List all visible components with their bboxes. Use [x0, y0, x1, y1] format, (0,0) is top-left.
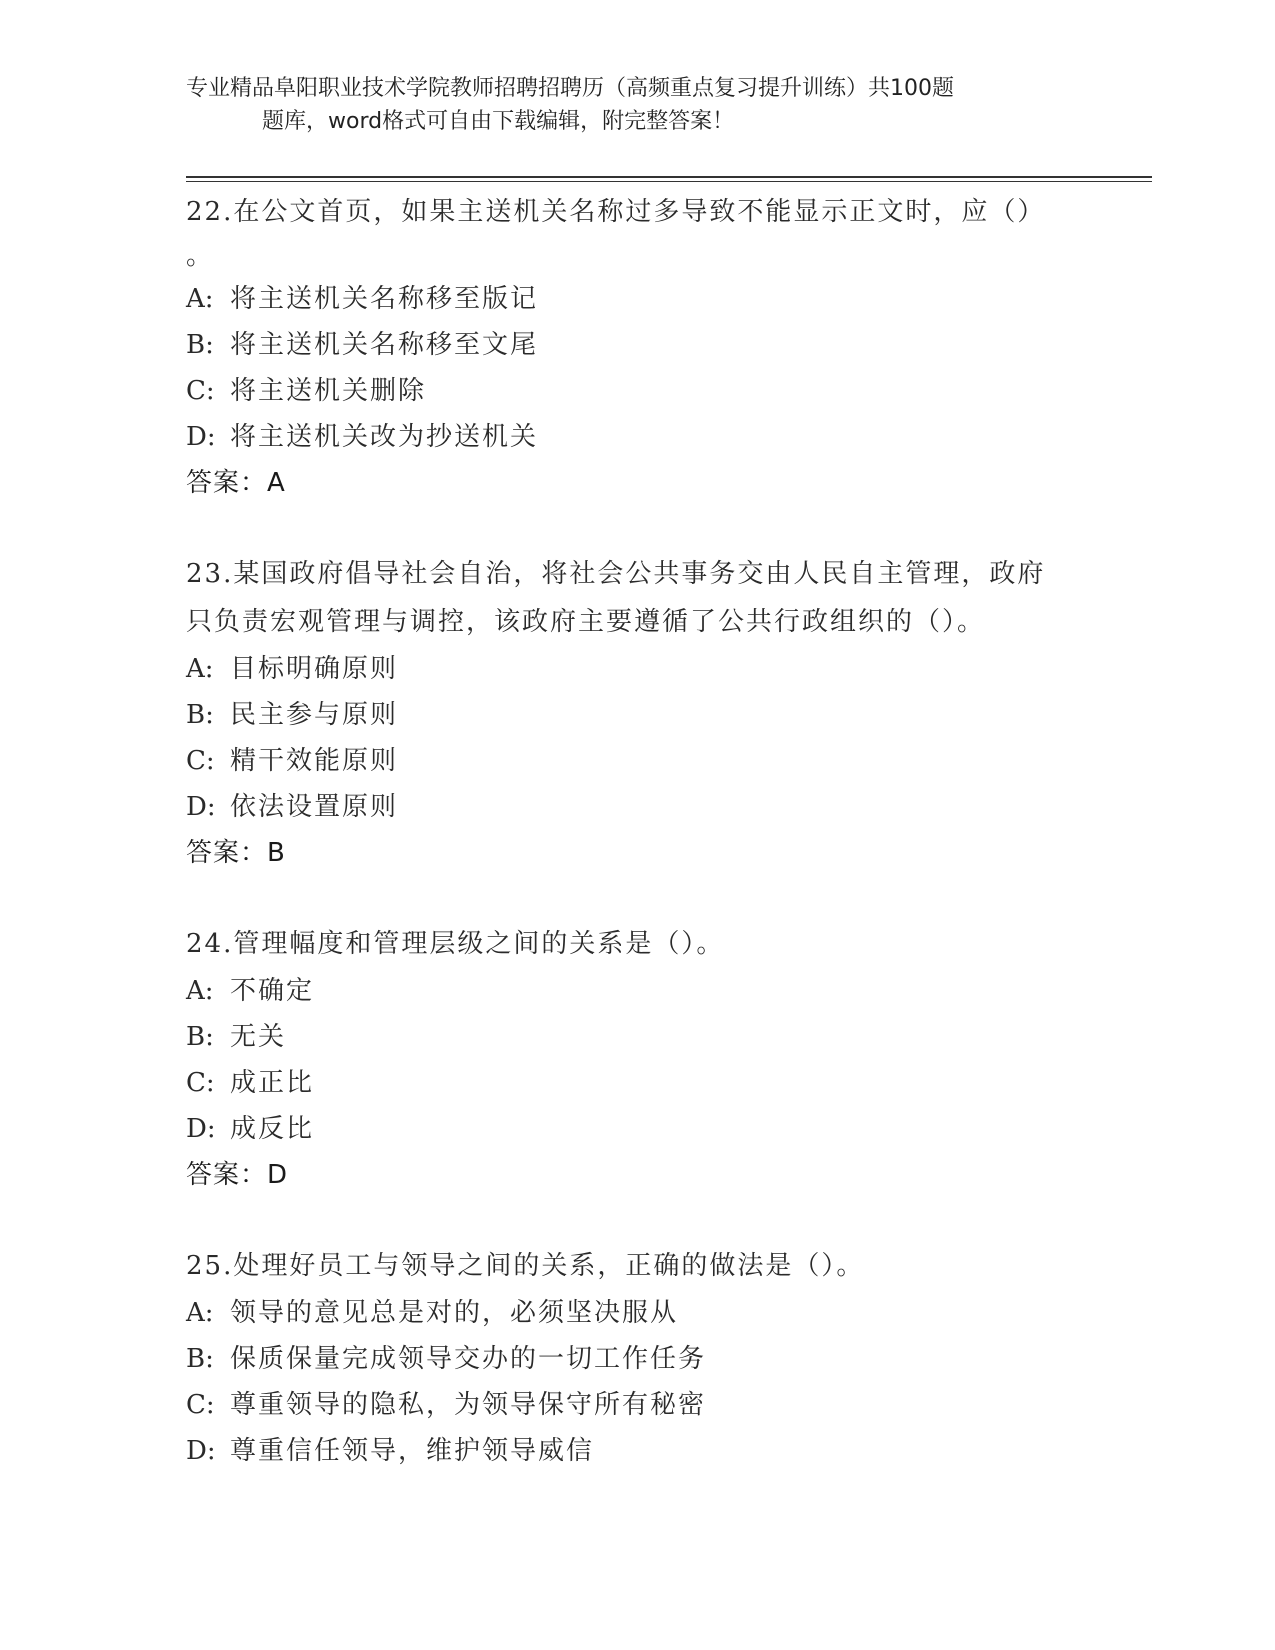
option-text: 不确定	[230, 976, 315, 1006]
answer-line: 答案：B	[186, 838, 286, 868]
option-letter: C:	[186, 376, 215, 406]
option-text: 尊重领导的隐私，为领导保守所有秘密	[230, 1390, 707, 1420]
option-a	[186, 646, 1086, 692]
option-text: 将主送机关改为抄送机关	[230, 422, 539, 452]
option-letter: D:	[186, 422, 216, 452]
question-stem-continued: 。	[186, 241, 215, 271]
option-letter: A:	[186, 1298, 214, 1328]
question-stem: 25.处理好员工与领导之间的关系，正确的做法是（）。	[186, 1251, 865, 1281]
option-d	[186, 1106, 1086, 1152]
option-b	[186, 692, 1086, 738]
question-stem: 24.管理幅度和管理层级之间的关系是（）。	[186, 929, 725, 959]
option-letter: A:	[186, 654, 214, 684]
option-a	[186, 276, 1086, 322]
option-text: 依法设置原则	[230, 792, 399, 822]
option-b	[186, 1014, 1086, 1060]
header-line-1: 专业精品阜阳职业技术学院教师招聘招聘历（高频重点复习提升训练）共100题	[186, 76, 954, 101]
option-d	[186, 414, 1086, 460]
option-text: 将主送机关名称移至文尾	[230, 330, 539, 360]
option-c	[186, 368, 1086, 414]
question-25	[186, 1242, 1086, 1474]
option-letter: B:	[186, 1022, 214, 1052]
question-stem-continued: 只负责宏观管理与调控，该政府主要遵循了公共行政组织的（）。	[186, 607, 986, 637]
option-d	[186, 1428, 1086, 1474]
question-spacer	[186, 506, 1086, 550]
question-23	[186, 550, 1086, 876]
option-letter: B:	[186, 700, 214, 730]
header-divider-thin	[186, 181, 1152, 182]
option-text: 将主送机关名称移至版记	[230, 284, 539, 314]
header-divider-thick	[186, 176, 1152, 178]
question-spacer	[186, 876, 1086, 920]
option-c	[186, 1382, 1086, 1428]
header-line-2: 题库，word格式可自由下载编辑，附完整答案！	[262, 109, 735, 134]
option-text: 将主送机关删除	[230, 376, 427, 406]
option-letter: D:	[186, 792, 216, 822]
option-text: 保质保量完成领导交办的一切工作任务	[230, 1344, 707, 1374]
answer-line: 答案：A	[186, 468, 286, 498]
option-text: 成正比	[230, 1068, 315, 1098]
option-a	[186, 1290, 1086, 1336]
option-c	[186, 1060, 1086, 1106]
option-letter: C:	[186, 746, 215, 776]
option-text: 领导的意见总是对的，必须坚决服从	[230, 1298, 679, 1328]
question-list	[186, 188, 1086, 1474]
option-letter: B:	[186, 330, 214, 360]
option-b	[186, 322, 1086, 368]
option-letter: C:	[186, 1068, 215, 1098]
option-letter: D:	[186, 1436, 216, 1466]
answer-line: 答案：D	[186, 1160, 289, 1190]
option-b	[186, 1336, 1086, 1382]
question-stem: 22.在公文首页，如果主送机关名称过多导致不能显示正文时，应（）	[186, 197, 1046, 227]
option-text: 民主参与原则	[230, 700, 399, 730]
option-text: 尊重信任领导，维护领导威信	[230, 1436, 595, 1466]
option-letter: B:	[186, 1344, 214, 1374]
option-text: 成反比	[230, 1114, 315, 1144]
question-stem: 23.某国政府倡导社会自治，将社会公共事务交由人民自主管理，政府	[186, 559, 1046, 589]
question-24	[186, 920, 1086, 1198]
option-text: 精干效能原则	[230, 746, 399, 776]
document-header	[186, 72, 1066, 138]
question-spacer	[186, 1198, 1086, 1242]
option-letter: D:	[186, 1114, 216, 1144]
option-c	[186, 738, 1086, 784]
option-d	[186, 784, 1086, 830]
question-22	[186, 188, 1086, 506]
option-a	[186, 968, 1086, 1014]
option-letter: A:	[186, 976, 214, 1006]
option-letter: A:	[186, 284, 214, 314]
option-text: 无关	[230, 1022, 287, 1052]
option-text: 目标明确原则	[230, 654, 399, 684]
option-letter: C:	[186, 1390, 215, 1420]
